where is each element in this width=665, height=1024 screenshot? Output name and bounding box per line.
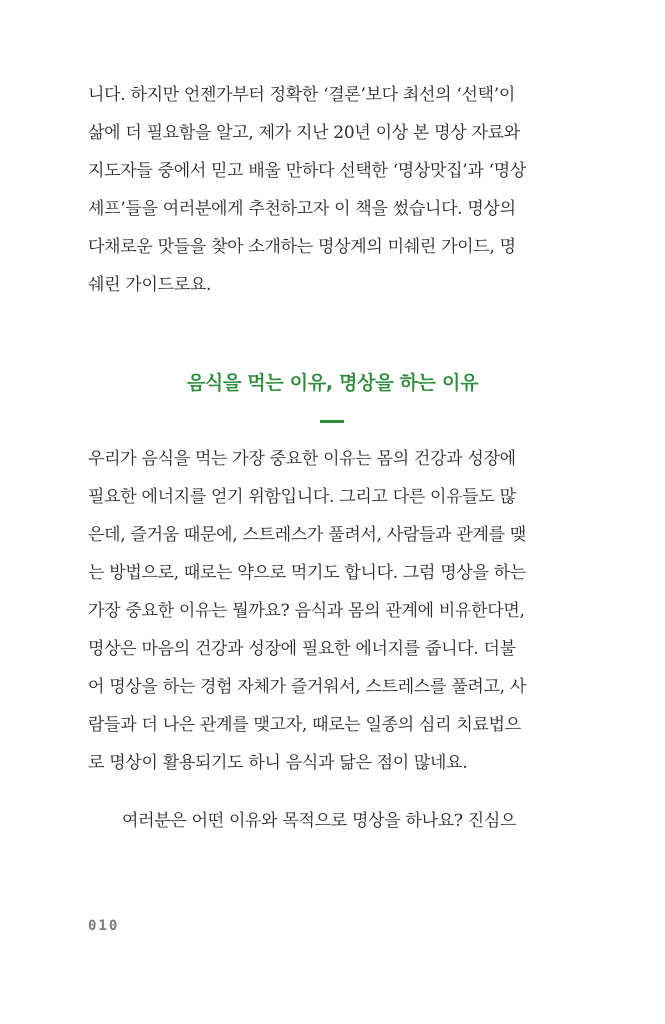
text-line: 니다. 하지만 언젠가부터 정확한 ‘결론’보다 최선의 ‘선택’이 (88, 85, 515, 105)
page-number: 010 (88, 918, 120, 934)
paragraph-question (88, 802, 540, 840)
text-line: 명상은 마음의 건강과 성장에 필요한 에너지를 줍니다. 더불 (88, 639, 516, 659)
text-line: 우리가 음식을 먹는 가장 중요한 이유는 몸의 건강과 성장에 (88, 449, 516, 469)
heading-underline (320, 420, 344, 423)
text-line: 로 명상이 활용되기도 하니 음식과 닮은 점이 많네요. (88, 753, 468, 773)
text-line: 가장 중요한 이유는 뭘까요? 음식과 몸의 관계에 비유한다면, (88, 601, 525, 621)
text-line: 다채로운 맛들을 찾아 소개하는 명상계의 미쉐린 가이드, 명 (88, 237, 516, 257)
text-line: 셰프’들을 여러분에게 추천하고자 이 책을 썼습니다. 명상의 (88, 199, 516, 219)
paragraph-intro (88, 76, 540, 304)
section-heading: 음식을 먹는 이유, 명상을 하는 이유 (186, 372, 479, 394)
text-line: 쉐린 가이드로요. (88, 275, 212, 295)
text-line: 은데, 즐거움 때문에, 스트레스가 풀려서, 사람들과 관계를 맺 (88, 525, 526, 545)
text-line: 람들과 더 나은 관계를 맺고자, 때로는 일종의 심리 치료법으 (88, 715, 521, 735)
text-line: 여러분은 어떤 이유와 목적으로 명상을 하나요? 진심으 (122, 811, 517, 831)
text-line: 는 방법으로, 때로는 약으로 먹기도 합니다. 그럼 명상을 하는 (88, 563, 526, 583)
text-line: 삶에 더 필요함을 알고, 제가 지난 20년 이상 본 명상 자료와 (88, 123, 520, 143)
text-line: 필요한 에너지를 얻기 위함입니다. 그리고 다른 이유들도 많 (88, 487, 516, 507)
text-line: 어 명상을 하는 경험 자체가 즐거워서, 스트레스를 풀려고, 사 (88, 677, 526, 697)
text-line: 지도자들 중에서 믿고 배울 만하다 선택한 ‘명상맛집’과 ‘명상 (88, 161, 526, 181)
paragraph-reasons (88, 440, 540, 782)
